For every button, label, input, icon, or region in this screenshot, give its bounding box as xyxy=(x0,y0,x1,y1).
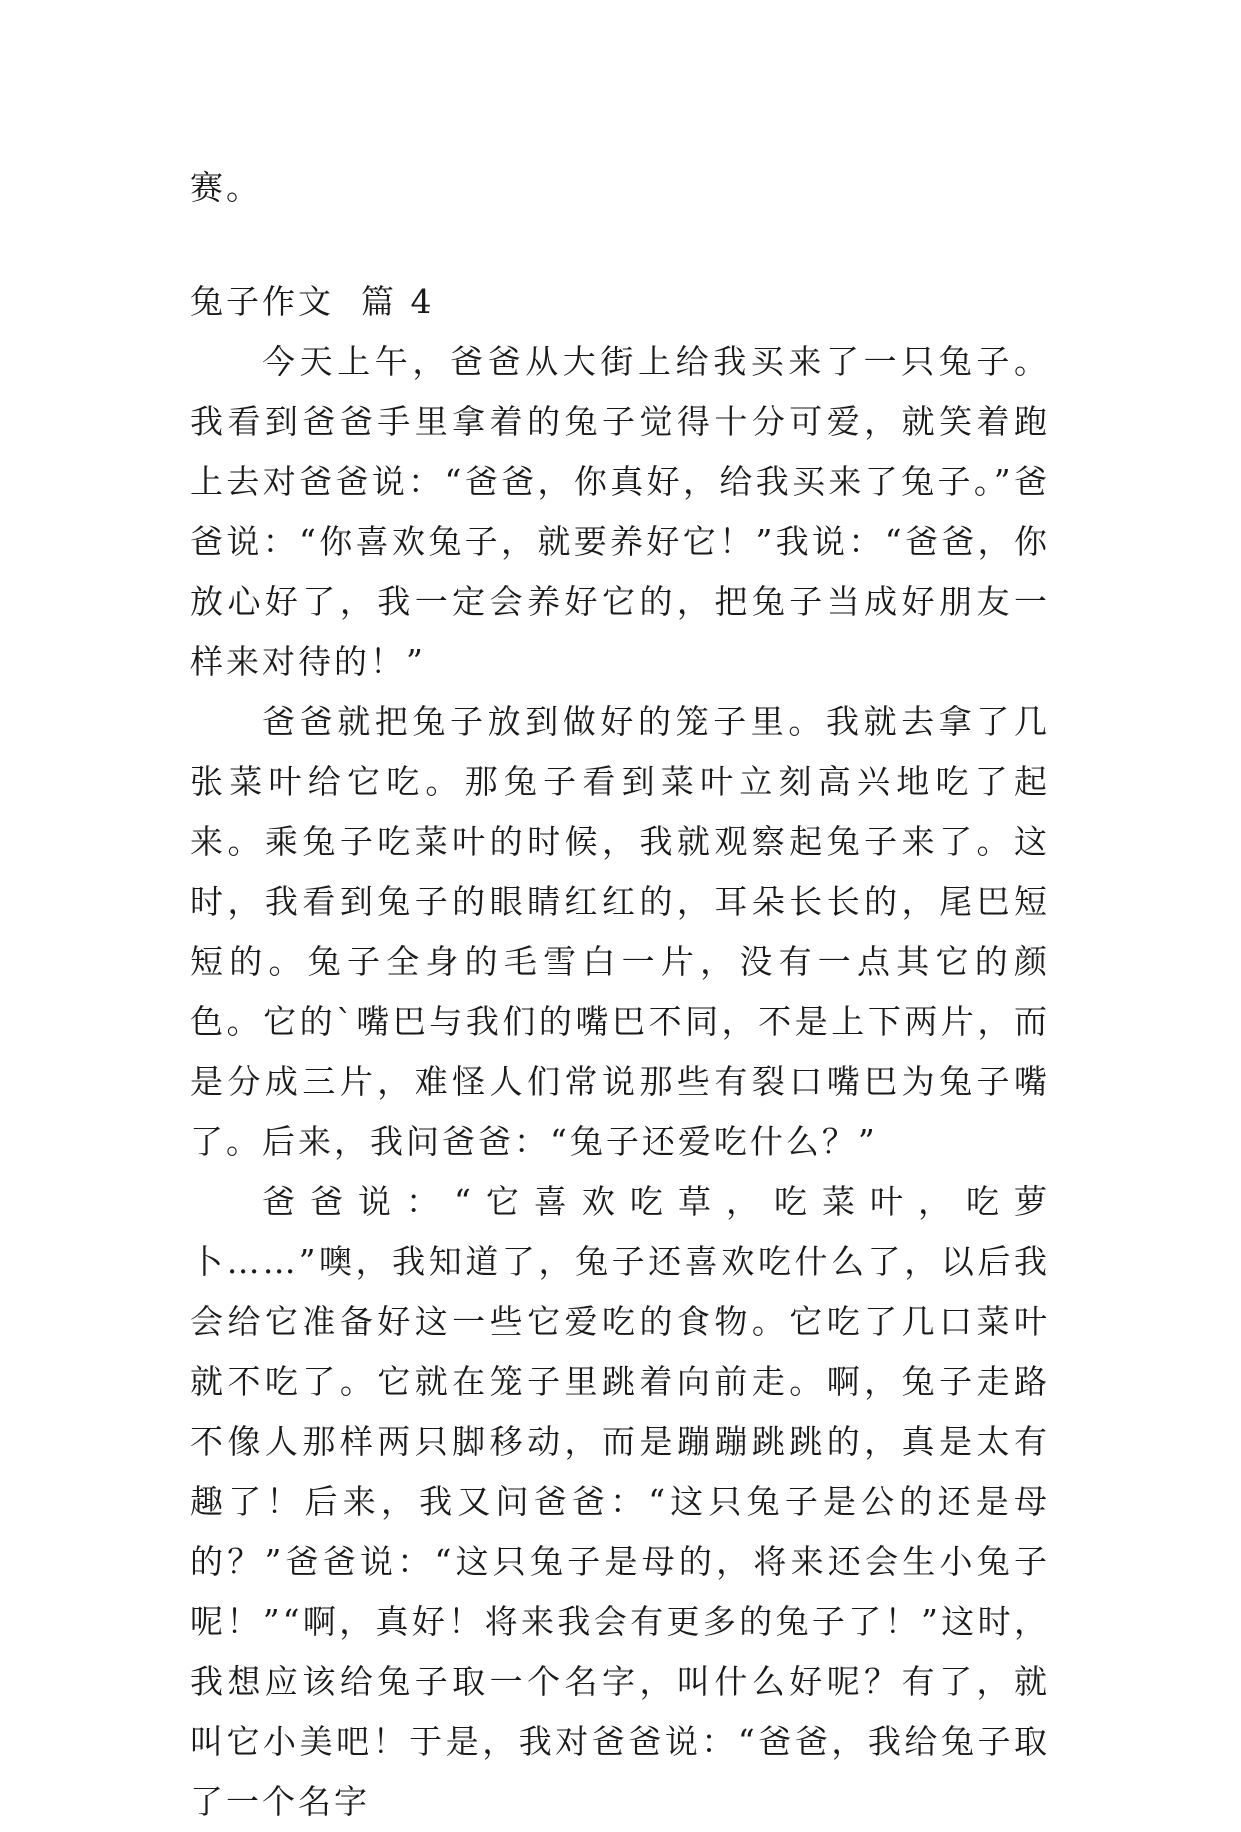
trailing-text: 赛。 xyxy=(190,168,262,207)
essay-body xyxy=(190,332,1050,1832)
paragraph: 爸爸说：“它喜欢吃草，吃菜叶，吃萝卜……”噢，我知道了，兔子还喜欢吃什么了，以后我会给它准备好这一些它爱吃的食物。它吃了几口菜叶就不吃了。它就在笼子里跳着向前走。啊，兔子走路不像人那样两只脚移动，而是蹦蹦跳跳的，真是太有趣了！后来，我又问爸爸：“这只兔子是公的还是母的？”爸爸说：“这只兔子是母的，将来还会生小兔子呢！”“啊，真好！将来我会有更多的兔子了！”这时，我想应该给兔子取一个名字，叫什么好呢？有了，就叫它小美吧！于是，我对爸爸说：“爸爸，我给兔子取了一个名字 xyxy=(190,1182,1050,1821)
paragraph: 爸爸就把兔子放到做好的笼子里。我就去拿了几张菜叶给它吃。那兔子看到菜叶立刻高兴地吃了起来。乘兔子吃菜叶的时候，我就观察起兔子来了。这时，我看到兔子的眼睛红红的，耳朵长长的，尾巴短短的。兔子全身的毛雪白一片，没有一点其它的颜色。它的`嘴巴与我们的嘴巴不同，不是上下两片，而是分成三片，难怪人们常说那些有裂口嘴巴为兔子嘴了。后来，我问爸爸：“兔子还爱吃什么？” xyxy=(190,702,1050,1161)
paragraph: 今天上午，爸爸从大街上给我买来了一只兔子。我看到爸爸手里拿着的兔子觉得十分可爱，就笑着跑上去对爸爸说：“爸爸，你真好，给我买来了兔子。”爸爸说：“你喜欢兔子，就要养好它！”我说：“爸爸，你放心好了，我一定会养好它的，把兔子当成好朋友一样来对待的！” xyxy=(190,342,1050,681)
section-heading: 兔子作文 篇 4 xyxy=(190,282,435,321)
